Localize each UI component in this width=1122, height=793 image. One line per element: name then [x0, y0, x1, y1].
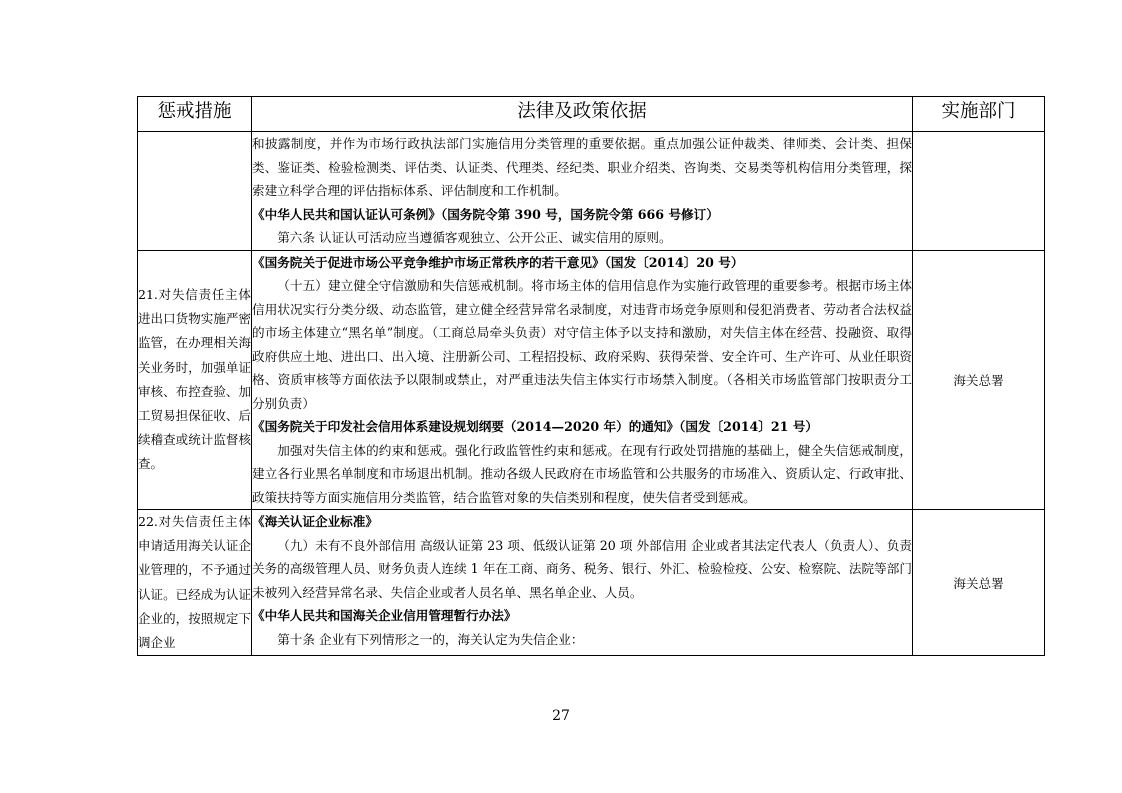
table-header-row	[138, 97, 1045, 132]
regulation-title: 《国务院关于印发社会信用体系建设规划纲要（2014—2020 年）的通知》（国发〔2014〕21 号）	[252, 419, 818, 434]
basis-paragraph: （九）未有不良外部信用 高级认证第 23 项、低级认证第 20 项 外部信用 企业或者其法定代表人（负责人）、负责关务的高级管理人员、财务负责人连续 1 年在工商、商务、税务、银行、外汇、检验检疫、公安、检察院、法院等部门未被列入经营异常名录、失信企业或者人员名单、黑名单企业、人员。	[252, 537, 912, 600]
dept-cell: 海关总署	[913, 250, 1045, 510]
basis-cell	[252, 250, 913, 510]
header-basis: 法律及政策依据	[252, 97, 913, 132]
basis-cell	[252, 132, 913, 251]
basis-paragraph: 和披露制度，并作为市场行政执法部门实施信用分类管理的重要依据。重点加强公证仲裁类、律师类、会计类、担保类、鉴证类、检验检测类、评估类、认证类、代理类、经纪类、职业介绍类、咨询类、交易类等机构信用分类管理，探索建立科学合理的评估指标体系、评估制度和工作机制。	[252, 136, 912, 198]
policy-table	[137, 96, 1045, 656]
measure-cell	[138, 132, 252, 251]
header-measure: 惩戒措施	[138, 97, 252, 132]
table-row	[138, 510, 1045, 656]
regulation-title: 《国务院关于促进市场公平竞争维护市场正常秩序的若干意见》（国发〔2014〕20 号）	[252, 254, 744, 270]
header-dept: 实施部门	[913, 97, 1045, 132]
page-number: 27	[552, 708, 570, 724]
table-row	[138, 250, 1045, 510]
regulation-title: 《海关认证企业标准》	[252, 514, 378, 529]
table-row	[138, 132, 1045, 251]
dept-cell: 海关总署	[913, 510, 1045, 656]
basis-paragraph: （十五）建立健全守信激励和失信惩戒机制。将市场主体的信用信息作为实施行政管理的重要参考。根据市场主体信用状况实行分类分级、动态监管，建立健全经营异常名录制度，对违背市场竞争原则和侵犯消费者、劳动者合法权益的市场主体建立“黑名单”制度。（工商总局牵头负责）对守信主体予以支持和激励，对失信主体在经营、投融资、取得政府供应土地、进出口、出入境、注册新公司、工程招投标、政府采购、获得荣誉、安全许可、生产许可、从业任职资格、资质审核等方面依法予以限制或禁止，对严重违法失信主体实行市场禁入制度。（各相关市场监管部门按职责分工分别负责）	[252, 278, 912, 411]
dept-cell	[913, 132, 1045, 251]
basis-paragraph: 第六条 认证认可活动应当遵循客观独立、公开公正、诚实信用的原则。	[277, 230, 672, 245]
basis-paragraph: 加强对失信主体的约束和惩戒。强化行政监管性约束和惩戒。在现有行政处罚措施的基础上，健全失信惩戒制度，建立各行业黑名单制度和市场退出机制。推动各级人民政府在市场监管和公共服务的市场准入、资质认定、行政审批、政策扶持等方面实施信用分类监管，结合监管对象的失信类别和程度，使失信者受到惩戒。	[252, 442, 912, 505]
regulation-title: 《中华人民共和国海关企业信用管理暂行办法》	[252, 608, 517, 623]
basis-cell	[252, 510, 913, 656]
measure-cell: 22.对失信责任主体申请适用海关认证企业管理的，不予通过认证。已经成为认证企业的，按照规定下调企业	[138, 510, 252, 656]
regulation-title: 《中华人民共和国认证认可条例》（国务院令第 390 号，国务院令第 666 号修订）	[252, 206, 719, 222]
basis-paragraph: 第十条 企业有下列情形之一的，海关认定为失信企业：	[277, 631, 584, 647]
measure-cell: 21.对失信责任主体进出口货物实施严密监管，在办理相关海关业务时，加强单证审核、布控查验、加工贸易担保征收、后续稽查或统计监督核查。	[138, 250, 252, 510]
